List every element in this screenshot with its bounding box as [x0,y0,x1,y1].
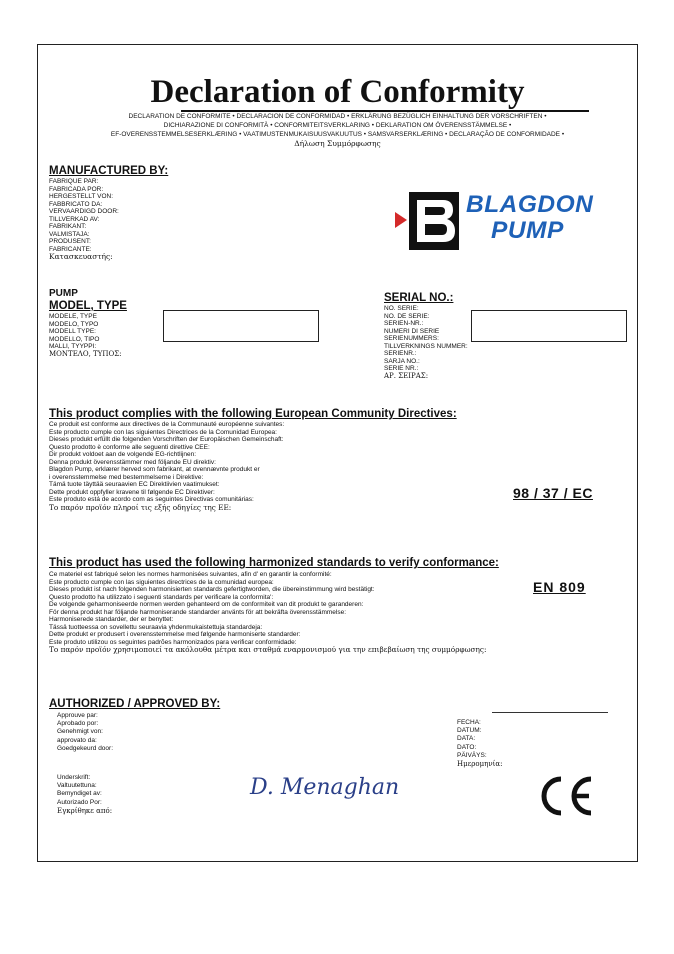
signature: D. Menaghan [250,775,400,800]
blagdon-pump-logo [395,190,635,257]
subtitle-line-2: DICHIARAZIONE DI CONFORMITÀ • CONFORMITEITSVERKLARING • DEKLARATION OM ÖVERENSSTÄMMELSE • [163,122,512,129]
document-title: Declaration of Conformity [150,74,525,110]
ce-mark [535,775,595,822]
authorized-heading: AUTHORIZED / APPROVED BY: [49,698,221,710]
serial-no-heading: SERIAL NO.: [384,292,454,304]
logo-text-blagdon: BLAGDON [466,191,594,218]
directives-heading: This product complies with the following European Community Directives: [49,408,457,420]
serial-translations: NO. SERIE: NO. DE SERIE: SERIEN-NR.: NUMERI DI SERIE SERIENUMMERS: TILLVERKNINGS NUMMER: SERIENR.: SARJA NO.: SERIE NR.: ΑΡ. ΣΕΙΡΑΣ: [384,305,468,380]
subtitle-line-1: DECLARATION DE CONFORMITE • DECLARACION DE CONFORMIDAD • ERKLÄRUNG BEZÜGLICH EINHALTUNG DER VORSCHRIFTEN • [128,113,547,120]
directive-code: 98 / 37 / EC [513,485,593,501]
manufacturer-translations: FABRIQUE PAR: FABRICADA POR: HERGESTELLT VON: FABBRICATO DA: VERVAARDIGD DOOR: TILLVERKAD AV: FABRIKANT: VALMISTAJA: PRODUSENT: FABRICANTE: Κατασκευαστής: [49,178,119,262]
date-line [492,712,608,713]
date-translations: FECHA: DATUM: DATA: DATO: PÄIVÄYS: Ημερομηνία: [457,719,503,769]
subtitle-line-4: Δήλωση Συμμόρφωσης [294,139,381,148]
subtitle-line-3: EF-OVERENSSTEMMELSESERKLÆRING • VAATIMUSTENMUKAISUUSVAKUUTUS • SAMSVARSERKLÆRING • DECLARAÇÃO DE CONFORMIDADE • [110,131,565,138]
standard-code: EN 809 [533,579,586,595]
manufactured-by-heading: MANUFACTURED BY: [49,165,169,177]
model-translations: MODELE, TYPE MODELO, TYPO MODELL TYPE: MODELLO, TIPO MALLI, TYYPPI: ΜΟΝΤΕΛΟ, ΤΥΠΟΣ: [49,313,122,358]
pump-label: PUMP [49,288,78,299]
model-type-field[interactable] [163,310,319,342]
standards-translations: Ce materiel est fabriqué selon les normes harmonisées suivantes, afin d' en garantir la conformité: Este producto cumple con las siguientes directrices de la comunidad europea: Dieses produkt ist nach folgenden harmonisierten standards gefertigtworden, die übereinstimmung wird bestätigt: Questo prodotto ha utilizzato i seguenti standards per verificare la conformita': De volgende geharmoniseerde normen werden gehanteerd om de conformiteit van dit produkt te garanderen: För denna produkt har följande harmoniserande standarder använts för att bekräfta överensstämmelse: Harmoniserede standarder, der er benyttet: Tässä tuotteessa on sovellettu seuraavia yhdenmukaistettuja standardeja: Dette produkt er produsert i overensstemmelse med følgende harmoniserte standarder: Este produto utilizou os seguintes padrões harmonizados para verificar conformidade: Το παρόν προϊόν χρησιμοποιεί τα ακόλουθα μέτρα και σταθμά εναρμονισμού για την επιβεβαίωση της συμμόρφωσης: [49,571,487,655]
ce-mark-icon [535,775,595,817]
serial-no-field[interactable] [471,310,627,342]
directives-translations: Ce produit est conforme aux directives de la Communauté européenne suivantes: Este producto cumple con las siguientes Directrices de la Comunidad Europea: Dieses produkt erfüllt die folgenden Vorschriften der Europäischen Gemeinschaft: Questo prodotto è conforme alle seguenti direttive CEE: Dir produkt voldoet aan de volgende EG-richtlijnen: Denna produkt överensstämmer med följande EU direktiv: Blagdon Pump, erklærer herved som fabrikant, at ovennævnte produkt er i overensstemmelse med bestemmelserne i Direktive: Tämä tuote täyttää seuraavien EC Direktiivien vaatimukset: Dette produkt oppfyller kravene til følgende EC Direktiver: Este produto está de acordo com as seguintes Directivas comunitárias: Το παρόν προϊόν πληροί τις εξής οδηγίες της ΕΕ: [49,421,285,513]
standards-heading: This product has used the following harmonized standards to verify conformance: [49,557,499,569]
logo-arrow-icon [395,212,407,228]
model-type-heading: MODEL, TYPE [49,300,127,312]
logo-text-pump: PUMP [491,217,564,244]
declaration-page [37,44,638,862]
signature-translations: Underskrift: Valtuutettuna: Bemyndiget av: Autorizado Por: Εγκρίθηκε από: [57,774,113,815]
approved-by-translations: Approuve par: Aprobado por: Genehmigt von: approvato da: Goedgekeurd door: [57,712,114,752]
